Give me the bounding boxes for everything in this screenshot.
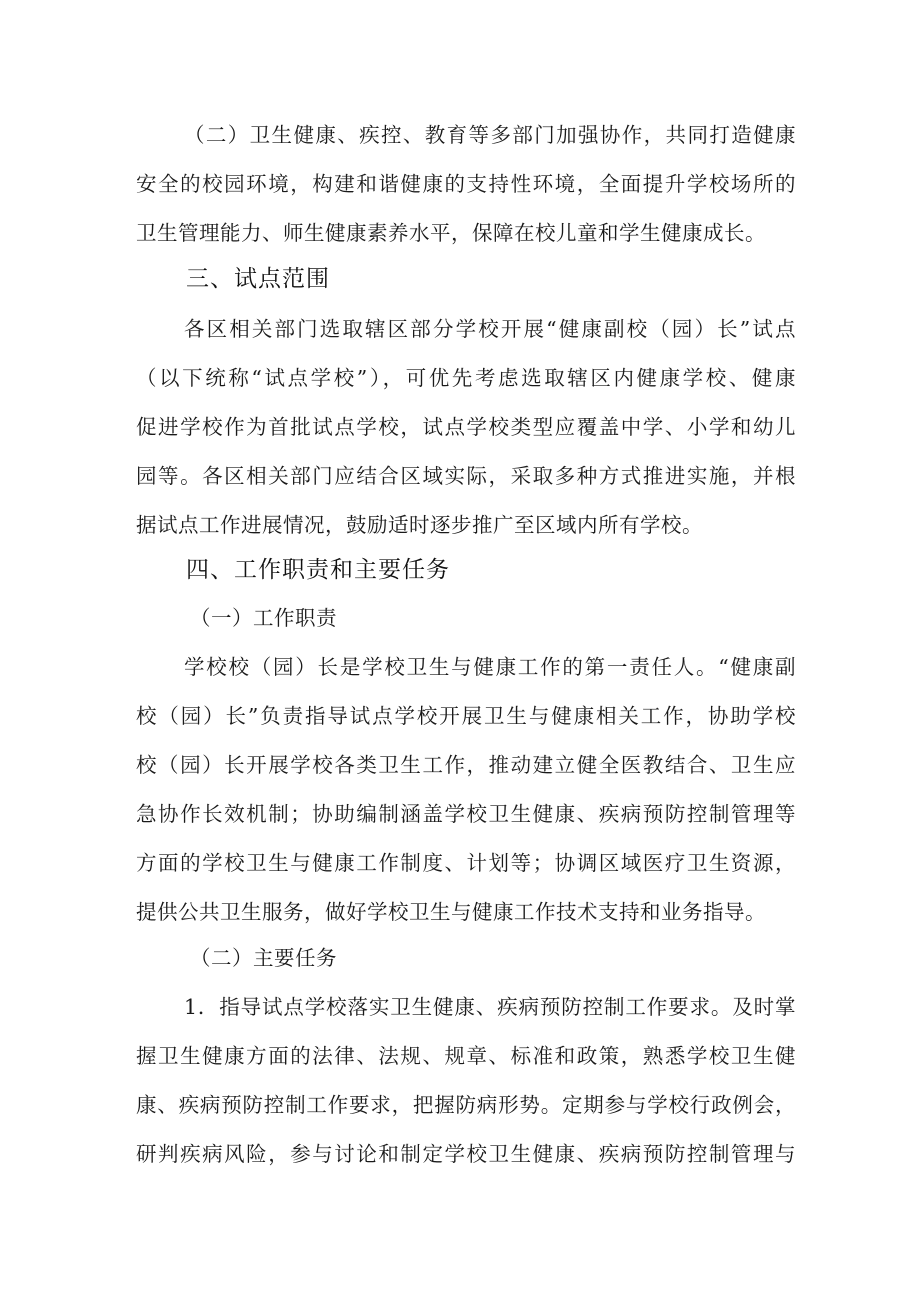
subheading-main-tasks: （二）主要任务 [190, 946, 337, 970]
duty-line-4: 急协作长效机制；协助编制涵盖学校卫生健康、疾病预防控制管理等 [136, 802, 796, 826]
duty-line-6: 提供公共卫生服务，做好学校卫生与健康工作技术支持和业务指导。 [136, 900, 766, 924]
scope-line-4: 园等。各区相关部门应结合区域实际，采取多种方式推进实施，并根 [136, 464, 796, 488]
task-line-4: 研判疾病风险，参与讨论和制定学校卫生健康、疾病预防控制管理与 [136, 1142, 796, 1166]
section2-line-1: （二）卫生健康、疾控、教育等多部门加强协作，共同打造健康 [184, 123, 796, 147]
duty-line-5: 方面的学校卫生与健康工作制度、计划等；协调区域医疗卫生资源， [136, 851, 796, 875]
heading-scope: 三、试点范围 [186, 266, 330, 292]
duty-line-3: 校（园）长开展学校各类卫生工作，推动建立健全医教结合、卫生应 [136, 753, 796, 777]
task-line-1: 1．指导试点学校落实卫生健康、疾病预防控制工作要求。及时掌 [184, 995, 796, 1019]
task-line-3: 康、疾病预防控制工作要求，把握防病形势。定期参与学校行政例会， [136, 1093, 796, 1117]
duty-line-2: 校（园）长”负责指导试点学校开展卫生与健康相关工作，协助学校 [136, 704, 796, 728]
scope-line-2: （以下统称“试点学校”），可优先考虑选取辖区内健康学校、健康 [136, 366, 796, 390]
section2-line-3: 卫生管理能力、师生健康素养水平，保障在校儿童和学生健康成长。 [136, 221, 766, 245]
duty-line-1: 学校校（园）长是学校卫生与健康工作的第一责任人。“健康副 [184, 655, 796, 679]
section2-line-2: 安全的校园环境，构建和谐健康的支持性环境，全面提升学校场所的 [136, 172, 796, 196]
subheading-duties: （一）工作职责 [190, 606, 337, 630]
scope-line-3: 促进学校作为首批试点学校，试点学校类型应覆盖中学、小学和幼儿 [136, 415, 796, 439]
task-line-2: 握卫生健康方面的法律、法规、规章、标准和政策，熟悉学校卫生健 [136, 1044, 796, 1068]
scope-line-5: 据试点工作进展情况，鼓励适时逐步推广至区域内所有学校。 [136, 513, 703, 537]
heading-duties-tasks: 四、工作职责和主要任务 [186, 557, 450, 583]
scope-line-1: 各区相关部门选取辖区部分学校开展“健康副校（园）长”试点 [184, 317, 796, 341]
